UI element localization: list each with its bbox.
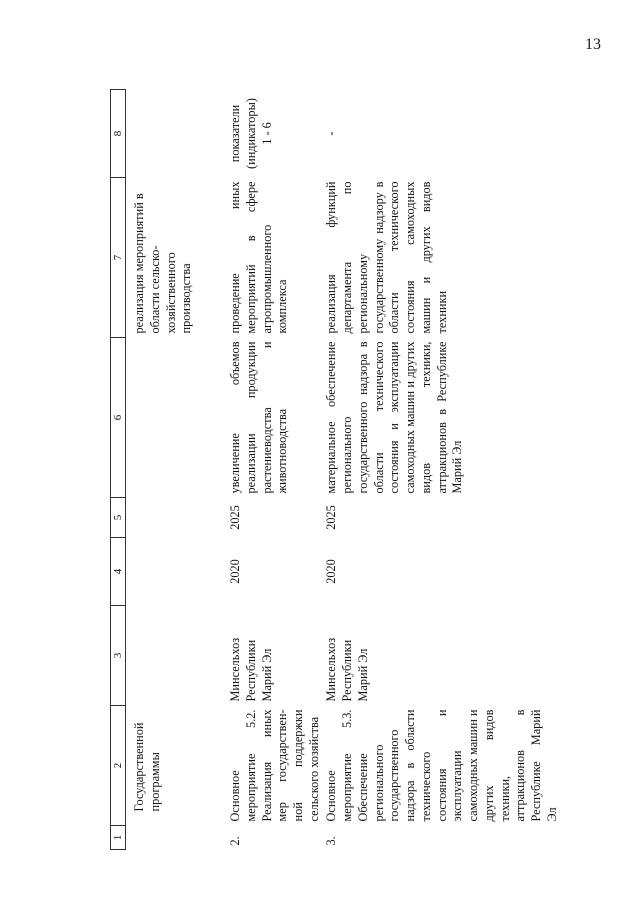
executor: Минсельхоз Республики Марий Эл: [324, 637, 370, 702]
end-year: 2025: [324, 505, 339, 530]
col-header: 7: [111, 178, 126, 338]
consequence: реализация мероприятий в области сельско-хозяйственного производства: [132, 193, 194, 334]
start-year: 2020: [324, 559, 339, 584]
row-number: [130, 826, 226, 850]
consequence: реализация функций департамента по региональному государственному надзору в области технического состояния самоходных машин и других видов техники: [324, 181, 449, 334]
expected-result: материальное обеспечение регионального государственного надзора в области технического состояния и эксплуатации самоходных машин и других видов техники, аттракционов в Республике Марий Эл: [324, 341, 465, 494]
start-year: 2020: [228, 559, 243, 584]
table-header-row: [111, 90, 126, 850]
page-number: 13: [585, 36, 601, 53]
indicator: [130, 90, 226, 178]
start-year: [130, 538, 226, 606]
executor: [130, 606, 226, 706]
activity-name: Основное мероприятие 5.3. Обеспечение регионального государственного надзора в области технического состояния и эксплуатации самоходных машин и других видов техники, аттракционов в Республике Марий Эл: [324, 709, 559, 822]
col-header: 8: [111, 90, 126, 178]
expected-result: [130, 338, 226, 498]
indicator: -: [324, 131, 339, 136]
consequence: проведение иных мероприятий в сфере агропромышленного комплекса: [228, 181, 290, 334]
activity-name: Основное мероприятие 5.2. Реализация иных мер государствен-ной поддержки сельского хозяйства: [228, 709, 321, 822]
col-header: 1: [111, 826, 126, 850]
col-header: 3: [111, 606, 126, 706]
table-row: [322, 90, 560, 850]
expected-result: увеличение объемов реализации продукции растениеводства и животноводства: [228, 341, 290, 494]
program-activities-table: [110, 89, 561, 850]
table-row: [226, 90, 322, 850]
col-header: 2: [111, 706, 126, 826]
row-number: 3.: [324, 836, 339, 846]
end-year: [130, 498, 226, 538]
col-header: 6: [111, 338, 126, 498]
col-header: 4: [111, 538, 126, 606]
activity-name: Государственной программы: [132, 722, 162, 812]
table-row: [130, 90, 226, 850]
end-year: 2025: [228, 505, 243, 530]
row-number: 2.: [228, 836, 243, 846]
col-header: 5: [111, 498, 126, 538]
executor: Минсельхоз Республики Марий Эл: [228, 637, 274, 702]
indicator: показатели (индикаторы) 1 - 6: [228, 98, 274, 169]
